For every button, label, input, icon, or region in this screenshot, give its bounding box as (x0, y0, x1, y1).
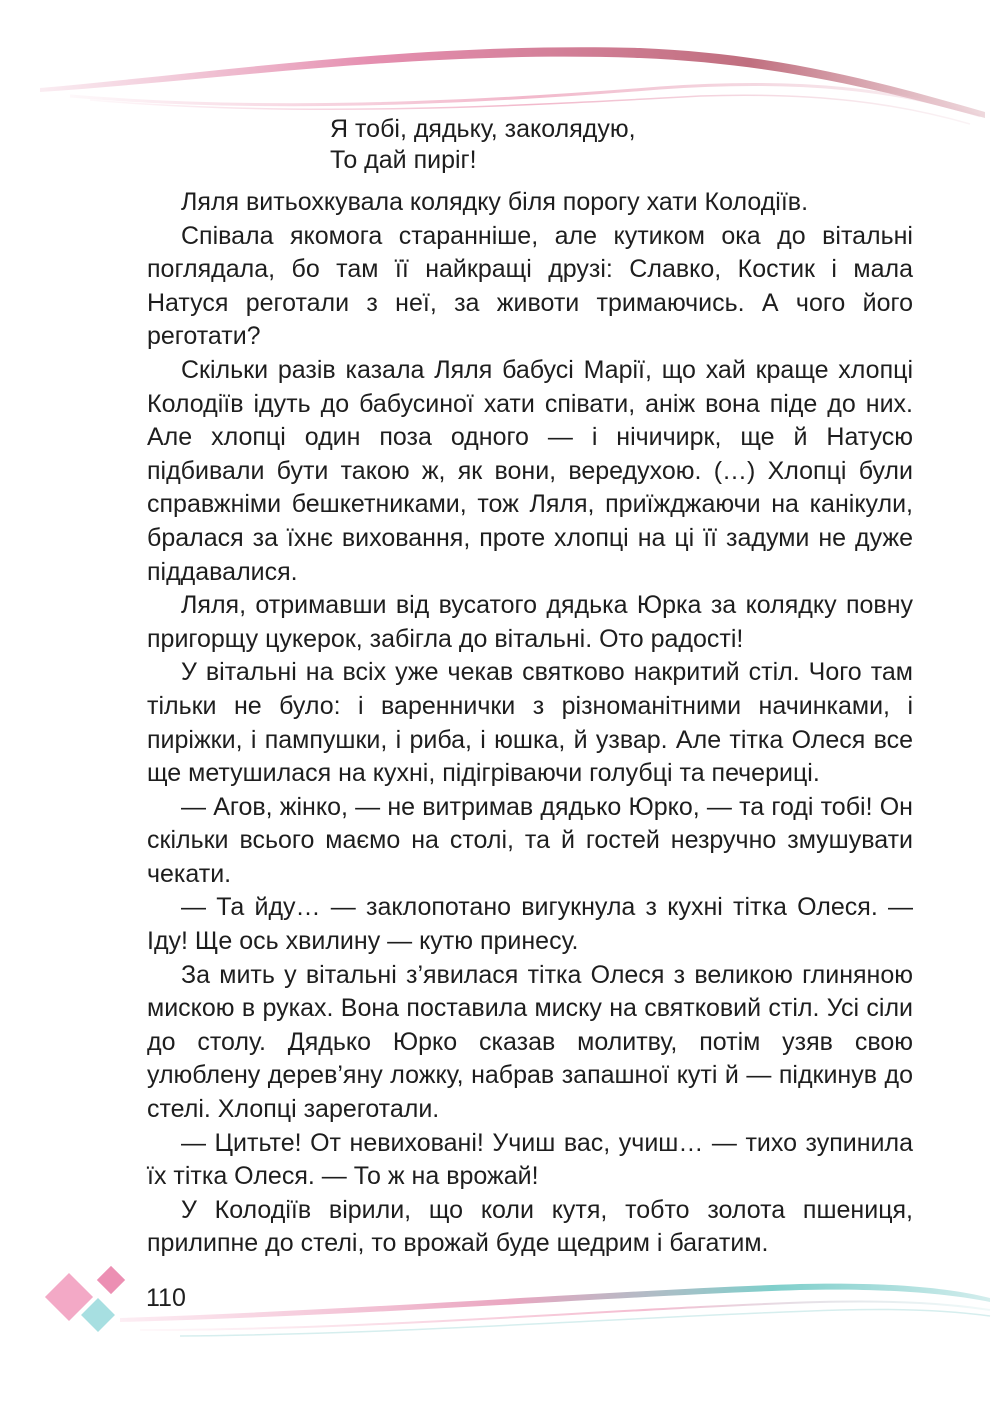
paragraph: Ляля, отримавши від вусатого дядька Юрка за колядку повну пригорщу цукерок, забігла до вітальні. Ото радості! (147, 591, 913, 653)
paragraph: — Цитьте! От невиховані! Учиш вас, учиш… — тихо зупинила їх тітка Олеся. — То ж на врожай! (147, 1128, 913, 1191)
diamond-ornament (45, 1266, 125, 1332)
top-wave-ornament (40, 47, 985, 124)
verse-block (330, 114, 636, 176)
diamond-small-pink (97, 1266, 125, 1294)
verse-line: Я тобі, дядьку, заколядую, (330, 115, 636, 143)
paragraph: Співала якомога старанніше, але кутиком ока до вітальні поглядала, бо там її найкращі друзі: Славко, Костик і мала Натуся реготали з неї, за животи тримаючись. А чого його реготати? (147, 221, 913, 351)
paragraph: У Колодіїв вірили, що коли кутя, тобто золота пшениця, прилипне до стелі, то врожай буде щедрим і багатим. (147, 1195, 913, 1258)
verse-line: То дай пиріг! (330, 146, 477, 174)
story-text (147, 186, 913, 1261)
bottom-wave-band (120, 1284, 990, 1322)
paragraph: Скільки разів казала Ляля бабусі Марії, що хай краще хлопці Колодіїв ідуть до бабусиної хати співати, аніж вона піде до них. Але хлопці один поза одного — і нічичирк, ще й Натусю підбивали бути такою ж, як вони, вередухою. (…) Хлопці були справжніми бешкетниками, тож Ляля, приїжджаючи на канікули, бралася за їхнє виховання, проте хлопці на ці її задуми не дуже піддавалися. (147, 355, 913, 586)
paragraph: Ляля витьохкувала колядку біля порогу хати Колодіїв. (181, 188, 809, 216)
paragraph: — Та йду… — заклопотано вигукнула з кухні тітка Олеся. — Іду! Ще ось хвилину — кутю принесу. (147, 893, 913, 956)
paragraph: У вітальні на всіх уже чекав святково накритий стіл. Чого там тільки не було: і вареннички з різноманітними начинками, і пиріжки, і пампушки, і риба, і юшка, й узвар. Але тітка Олеся все ще метушилася на кухні, підігріваючи голубці та печериці. (147, 658, 913, 788)
bottom-wave-ornament (120, 1284, 990, 1336)
top-wave-band (40, 47, 985, 118)
page-number: 110 (146, 1284, 186, 1312)
paragraph: — Агов, жінко, — не витримав дядько Юрко, — та годі тобі! Он скільки всього маємо на столі, та й гостей незручно змушувати чекати. (147, 792, 913, 888)
paragraph: За мить у вітальні з’явилася тітка Олеся з великою глиняною мискою в руках. Вона поставила миску на святковий стіл. Усі сіли до столу. Дядько Юрко сказав молитву, потім узяв свою улюблену дерев’яну ложку, набрав запашної куті й — підкинув до стелі. Хлопці зареготали. (147, 960, 913, 1124)
